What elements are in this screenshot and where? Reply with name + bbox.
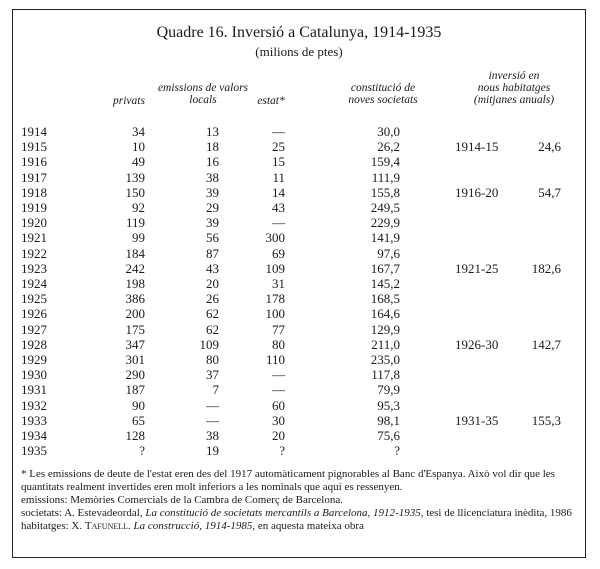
table-subtitle: (milions de ptes) <box>255 44 343 59</box>
estat-cell: 11 <box>272 169 285 185</box>
estat-cell: 31 <box>272 276 285 291</box>
habitatges-row <box>13 261 585 277</box>
emissions-locals-cell: 38 <box>206 428 219 443</box>
table-row <box>13 291 585 307</box>
year-cell: 1925 <box>21 291 47 307</box>
estat-cell: 77 <box>272 321 285 337</box>
emissions-locals-cell: 62 <box>206 321 219 337</box>
privats-cell: 139 <box>125 169 145 185</box>
privats-cell: 34 <box>132 124 145 139</box>
privats-cell: 92 <box>132 200 145 215</box>
societats-cell: 211,0 <box>371 336 400 352</box>
habitatges-value: 24,6 <box>538 139 561 155</box>
habitatges-period: 1931-35 <box>455 412 499 428</box>
societats-cell: 141,9 <box>370 230 400 246</box>
habitatges-row <box>13 139 585 155</box>
source-emissions: emissions: Memòries Comercials de la Cambra de Comerç de Barcelona. <box>21 494 343 506</box>
table-row <box>13 154 585 170</box>
estat-cell: — <box>272 215 285 231</box>
societats-cell: 75,6 <box>377 428 400 443</box>
estat-cell: 30 <box>272 412 285 428</box>
habitatges-period: 1926-30 <box>455 336 499 352</box>
header-societats: constitució de noves societats <box>348 82 418 106</box>
source-habitatges: habitatges: X. Tafunell. La construcció, 1914-1985, en aquesta mateixa obra <box>21 520 364 532</box>
privats-cell: 184 <box>125 245 145 261</box>
emissions-locals-cell: 26 <box>206 291 219 307</box>
year-cell: 1924 <box>21 276 47 291</box>
estat-cell: — <box>272 124 285 139</box>
year-cell: 1922 <box>21 245 47 261</box>
privats-cell: 347 <box>125 336 145 352</box>
societats-cell: 30,0 <box>377 124 400 139</box>
year-cell: 1915 <box>21 139 47 155</box>
table-row <box>13 170 585 186</box>
privats-cell: 90 <box>132 397 145 413</box>
estat-cell: 178 <box>265 291 285 307</box>
habitatges-value: 155,3 <box>531 412 561 428</box>
estat-cell: ? <box>279 443 285 459</box>
estat-cell: 109 <box>265 260 285 276</box>
societats-cell: 97,6 <box>377 245 400 261</box>
table-row <box>13 443 585 459</box>
emissions-locals-cell: 56 <box>206 230 219 246</box>
table-title: Quadre 16. Inversió a Catalunya, 1914-1935 <box>156 24 442 41</box>
privats-cell: 187 <box>125 382 145 398</box>
year-cell: 1926 <box>21 306 47 322</box>
societats-cell: 167,7 <box>370 260 400 276</box>
year-cell: 1916 <box>21 154 47 170</box>
emissions-locals-cell: — <box>206 397 219 413</box>
emissions-locals-cell: 29 <box>206 200 219 215</box>
year-cell: 1921 <box>21 230 47 246</box>
privats-cell: 386 <box>125 291 145 307</box>
year-cell: 1918 <box>21 184 47 200</box>
estat-cell: 25 <box>272 139 285 155</box>
header-habitatges: inversió en nous habitatges (mitjanes anuals) <box>473 70 555 106</box>
privats-cell: ? <box>139 443 145 459</box>
privats-cell: 290 <box>125 367 145 383</box>
year-cell: 1920 <box>21 215 47 231</box>
table-row <box>13 306 585 322</box>
year-cell: 1935 <box>21 443 47 459</box>
year-cell: 1933 <box>21 412 47 428</box>
source-notes <box>21 468 581 533</box>
privats-cell: 242 <box>125 260 145 276</box>
estat-cell: 60 <box>272 397 285 413</box>
year-cell: 1929 <box>21 352 47 367</box>
privats-cell: 301 <box>125 352 145 367</box>
table-row <box>13 246 585 262</box>
header-estat: estat* <box>257 95 285 107</box>
emissions-locals-cell: 19 <box>206 443 219 459</box>
emissions-locals-cell: 80 <box>206 352 219 367</box>
habitatges-period: 1916-20 <box>455 184 499 200</box>
estat-cell: 43 <box>272 200 285 215</box>
source-societats: societats: A. Estevadeordal, La constitució de societats mercantils a Barcelona, 1912-1935, tesi de llicenciatura inèdita, 1986 <box>21 507 572 519</box>
societats-cell: 145,2 <box>370 276 400 291</box>
year-cell: 1932 <box>21 397 47 413</box>
societats-cell: 168,5 <box>370 291 400 307</box>
table-row <box>13 398 585 414</box>
emissions-locals-cell: 16 <box>206 154 219 170</box>
emissions-locals-cell: 37 <box>206 367 219 383</box>
societats-cell: 229,9 <box>370 215 400 231</box>
year-cell: 1917 <box>21 169 47 185</box>
estat-cell: — <box>272 367 285 383</box>
emissions-locals-cell: 62 <box>206 306 219 322</box>
estat-cell: 20 <box>272 428 285 443</box>
table-row <box>13 230 585 246</box>
societats-cell: ? <box>394 443 400 459</box>
estat-cell: 14 <box>272 184 285 200</box>
privats-cell: 150 <box>125 184 145 200</box>
header-emissions-locals: emissions de valors locals <box>157 82 249 106</box>
societats-cell: 117,8 <box>371 367 400 383</box>
year-cell: 1927 <box>21 321 47 337</box>
emissions-locals-cell: 38 <box>206 169 219 185</box>
table-row <box>13 352 585 368</box>
privats-cell: 198 <box>125 276 145 291</box>
privats-cell: 175 <box>125 321 145 337</box>
societats-cell: 235,0 <box>370 352 400 367</box>
table-frame <box>12 9 586 558</box>
societats-cell: 129,9 <box>370 321 400 337</box>
societats-cell: 249,5 <box>370 200 400 215</box>
emissions-locals-cell: 13 <box>206 124 219 139</box>
habitatges-row <box>13 413 585 429</box>
table-row <box>13 276 585 292</box>
societats-cell: 155,8 <box>370 184 400 200</box>
estat-cell: 300 <box>265 230 285 246</box>
societats-cell: 98,1 <box>377 412 400 428</box>
estat-cell: 110 <box>265 352 285 367</box>
footnote-estat: * Les emissions de deute de l'estat eren des del 1917 automàticament pignorables al Banc d'Espanya. Això vol dir que les quantitats realment invertides eren molt inferiors a les nominals que aquí es ressenyen. <box>21 468 555 493</box>
table-row <box>13 200 585 216</box>
privats-cell: 200 <box>125 306 145 322</box>
estat-cell: 69 <box>272 245 285 261</box>
year-cell: 1919 <box>21 200 47 215</box>
table-row <box>13 367 585 383</box>
header-privats: privats <box>113 95 145 107</box>
societats-cell: 159,4 <box>370 154 400 170</box>
societats-cell: 95,3 <box>377 397 400 413</box>
habitatges-row <box>13 185 585 201</box>
table-row <box>13 428 585 444</box>
societats-cell: 79,9 <box>377 382 400 398</box>
habitatges-period: 1914-15 <box>455 139 499 155</box>
table-row <box>13 124 585 140</box>
habitatges-value: 142,7 <box>531 336 561 352</box>
emissions-locals-cell: — <box>206 412 219 428</box>
emissions-locals-cell: 20 <box>206 276 219 291</box>
habitatges-value: 182,6 <box>531 260 561 276</box>
privats-cell: 119 <box>125 215 145 231</box>
year-cell: 1931 <box>21 382 47 398</box>
estat-cell: — <box>272 382 285 398</box>
emissions-locals-cell: 18 <box>206 139 219 155</box>
year-cell: 1914 <box>21 124 47 139</box>
emissions-locals-cell: 7 <box>212 382 219 398</box>
emissions-locals-cell: 109 <box>199 336 219 352</box>
privats-cell: 49 <box>132 154 145 170</box>
estat-cell: 100 <box>265 306 285 322</box>
privats-cell: 10 <box>132 139 145 155</box>
year-cell: 1930 <box>21 367 47 383</box>
habitatges-row <box>13 337 585 353</box>
emissions-locals-cell: 87 <box>206 245 219 261</box>
emissions-locals-cell: 43 <box>206 260 219 276</box>
habitatges-value: 54,7 <box>538 184 561 200</box>
year-cell: 1928 <box>21 336 47 352</box>
table-row <box>13 382 585 398</box>
estat-cell: 80 <box>272 336 285 352</box>
emissions-locals-cell: 39 <box>206 215 219 231</box>
societats-cell: 26,2 <box>377 139 400 155</box>
estat-cell: 15 <box>272 154 285 170</box>
societats-cell: 164,6 <box>370 306 400 322</box>
privats-cell: 128 <box>125 428 145 443</box>
habitatges-period: 1921-25 <box>455 260 499 276</box>
year-cell: 1923 <box>21 260 47 276</box>
privats-cell: 99 <box>132 230 145 246</box>
privats-cell: 65 <box>132 412 145 428</box>
societats-cell: 111,9 <box>371 169 400 185</box>
emissions-locals-cell: 39 <box>206 184 219 200</box>
table-row <box>13 322 585 338</box>
year-cell: 1934 <box>21 428 47 443</box>
table-row <box>13 215 585 231</box>
